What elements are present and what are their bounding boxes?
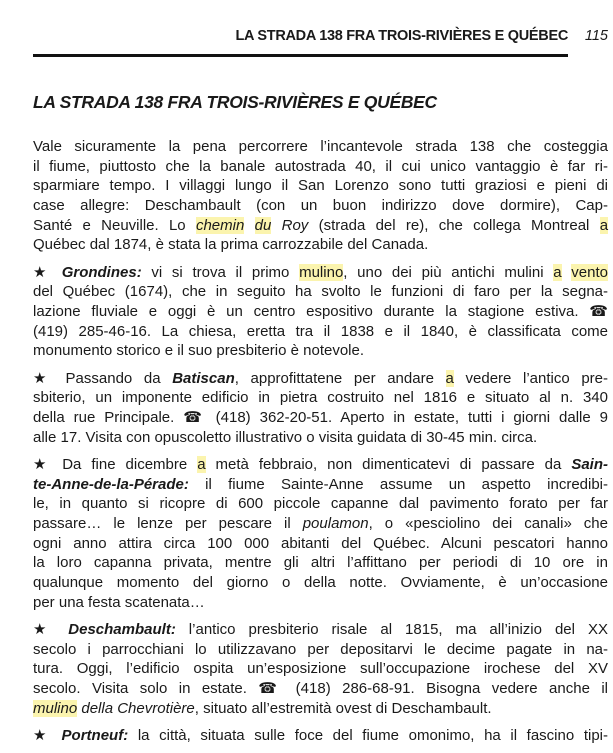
- text-line: [33, 475, 608, 495]
- text-line: [33, 640, 608, 660]
- text-run: , o «pesciolino dei canali» che: [368, 514, 608, 532]
- paragraph: [33, 726, 608, 746]
- text-line: [33, 302, 608, 322]
- text-run: , uno dei più antichi mulini: [343, 263, 554, 281]
- text-run: ★ Passando da: [33, 369, 173, 387]
- text-line: [33, 679, 608, 699]
- text-run: metà febbraio, non dimenticatevi di passare da: [205, 455, 572, 473]
- highlighted-text: chemin: [195, 216, 245, 234]
- text-run: poulamon: [302, 514, 369, 532]
- text-line: [33, 659, 608, 679]
- text-run: del Québec (1674), che in seguito ha svolto le funzioni di faro per la segna-: [33, 283, 608, 301]
- text-run: , approfittatene per andare: [234, 369, 446, 387]
- text-run: secolo i parrocchiani lo utilizzavano per depositarvi le decime pagate in na-: [33, 640, 608, 658]
- text-run: [562, 264, 572, 281]
- text-line: [33, 157, 608, 177]
- text-run: l’antico presbiterio risale al 1815, ma all’inizio del XX: [175, 620, 608, 638]
- highlighted-text: a: [197, 455, 206, 473]
- text-line: [33, 514, 608, 534]
- text-run: la loro capanna privata, mentre gli altri l’affittano per periodi di 10 ore in: [33, 554, 608, 572]
- text-run: Deschambault:: [68, 620, 176, 638]
- text-run: Roy: [271, 216, 309, 234]
- text-run: vedere l’antico pre-: [453, 369, 609, 387]
- text-run: (419) 285-46-16. La chiesa, eretta tra il 1838 e il 1840, è classificata come: [33, 322, 608, 340]
- highlighted-text: mulino: [33, 699, 78, 717]
- text-line: [33, 699, 608, 719]
- text-run: qualunque momento del giorno o della notte. Ovviamente, è un’occasione: [33, 573, 608, 591]
- text-run: , situato all’estremità ovest di Deschambault.: [194, 699, 492, 717]
- paragraph: [33, 455, 608, 613]
- page-number: 115: [584, 28, 608, 44]
- highlighted-text: a: [553, 263, 562, 281]
- highlighted-text: mulino: [299, 263, 344, 281]
- text-run: ★: [33, 263, 62, 281]
- paragraph: [33, 620, 608, 718]
- text-run: sbiterio, un imponente edificio in pietra costruito nel 1816 e situato al n. 340: [33, 389, 608, 407]
- text-line: [33, 137, 608, 157]
- text-line: [33, 455, 608, 475]
- text-run: monumento storico e il suo presbiterio è notevole.: [33, 342, 365, 360]
- text-line: [33, 553, 608, 573]
- text-run: vi si trova il primo: [141, 263, 300, 281]
- text-run: lazione fluviale e oggi è un centro espositivo durante la stagione estiva. ☎: [33, 303, 608, 320]
- text-line: [33, 369, 608, 389]
- text-run: il fiume Sainte-Anne assume un aspetto incredibi-: [188, 475, 608, 493]
- text-line: [33, 573, 608, 593]
- text-run: Santé e Neuville. Lo: [33, 216, 196, 234]
- text-line: [33, 176, 608, 196]
- text-run: ★: [33, 726, 62, 744]
- text-run: Sain-: [571, 455, 608, 473]
- text-line: [33, 235, 608, 255]
- text-line: [33, 620, 608, 640]
- text-run: ogni anno attira circa 100 000 abitanti del Québec. Alcuni pescatori hanno: [33, 534, 608, 552]
- text-line: [33, 408, 608, 428]
- text-run: Vale sicuramente la pena percorrere l’incantevole strada 138 che costeggia: [33, 138, 608, 155]
- text-line: [33, 341, 608, 361]
- text-run: tura. Oggi, l’edificio ospita un’esposizione sull’occupazione irochese del XV: [33, 660, 608, 678]
- text-run: della rue Principale. ☎ (418) 362-20-51. Aperto in estate, tutti i giorni dalle 9: [33, 408, 608, 426]
- text-line: [33, 282, 608, 302]
- text-run: la città, situata sulle foce del fiume omonimo, ha il fascino tipi-: [128, 726, 608, 744]
- text-line: [33, 593, 608, 613]
- text-line: [33, 428, 608, 448]
- text-line: [33, 534, 608, 554]
- text-run: sparmiare tempo. I villaggi lungo il San Lorenzo sono tutti graziosi e pieni di: [33, 177, 608, 195]
- section-title: LA STRADA 138 FRA TROIS-RIVIÈRES E QUÉBEC: [33, 92, 437, 112]
- highlighted-text: du: [254, 216, 272, 234]
- text-run: alle 17. Visita con opuscoletto illustrativo o visita guidata di 30-45 min. circa.: [33, 428, 538, 446]
- text-run: case allegre: Deschambault (con un buon indirizzo dove dormire), Cap-: [33, 197, 608, 215]
- body-text: [33, 137, 608, 753]
- text-line: [33, 263, 608, 283]
- text-run: [244, 217, 254, 234]
- highlighted-text: a: [599, 216, 609, 234]
- text-line: [33, 196, 608, 216]
- text-run: Batiscan: [172, 369, 235, 387]
- header-rule: [33, 54, 568, 57]
- text-run: te-Anne-de-la-Pérade:: [33, 475, 189, 493]
- text-run: Grondines:: [61, 263, 142, 281]
- text-run: le, in quanto si ricopre di 600 piccole capanne dal pavimento forato per far: [33, 495, 608, 513]
- highlighted-text: vento: [571, 263, 608, 281]
- paragraph: [33, 263, 608, 361]
- paragraph: [33, 369, 608, 448]
- highlighted-text: a: [445, 369, 454, 387]
- running-head: LA STRADA 138 FRA TROIS-RIVIÈRES E QUÉBEC: [235, 28, 568, 44]
- text-run: secolo. Visita solo in estate. ☎ (418) 286-68-91. Bisogna vedere anche il: [33, 679, 608, 697]
- text-run: ★: [33, 620, 69, 638]
- paragraph: [33, 137, 608, 255]
- text-run: della Chevrotière: [77, 699, 195, 717]
- text-run: il fiume, piuttosto che la banale autostrada 40, il cui unico vantaggio è far ri-: [33, 157, 608, 175]
- text-line: [33, 216, 608, 236]
- text-run: per una festa scatenata…: [33, 593, 205, 611]
- text-line: [33, 726, 608, 746]
- text-run: Portneuf:: [61, 726, 129, 744]
- text-run: Québec dal 1874, è stata la prima carrozzabile del Canada.: [33, 236, 429, 254]
- text-line: [33, 388, 608, 408]
- text-run: (strada del re), che collega Montreal: [308, 216, 600, 234]
- text-run: passare… le lenze per pescare il: [33, 514, 303, 532]
- text-line: [33, 322, 608, 342]
- text-line: [33, 494, 608, 514]
- text-run: ★ Da fine dicembre: [33, 455, 198, 473]
